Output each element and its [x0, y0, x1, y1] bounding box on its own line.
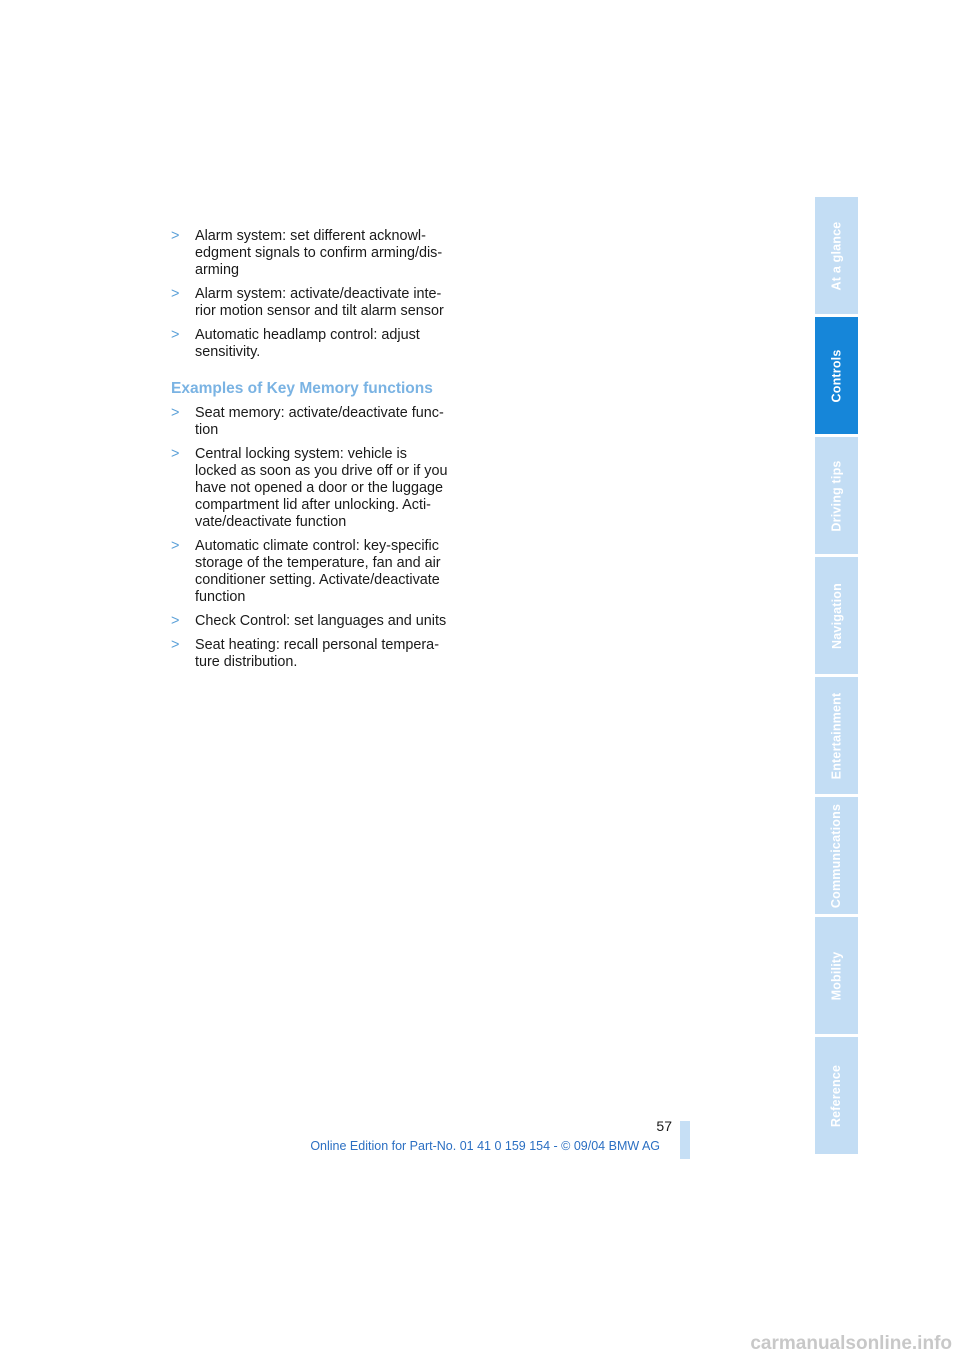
list-item: [171, 538, 471, 606]
list-item-text: Automatic climate control: key-specific storage of the temperature, fan and air conditioner setting. Activate/deactivate function: [195, 538, 441, 605]
list-item-text: Automatic headlamp control: adjust sensitivity.: [195, 327, 420, 360]
intro-list: [171, 228, 471, 361]
tab-mobility[interactable]: [815, 917, 858, 1034]
memory-list: [171, 405, 471, 671]
list-item: [171, 637, 471, 671]
tab-navigation[interactable]: [815, 557, 858, 674]
bullet-marker: >: [171, 446, 180, 462]
list-item-text: Seat heating: recall personal tempera- ture distribution.: [195, 637, 439, 670]
bullet-marker: >: [171, 538, 180, 554]
list-item: [171, 446, 471, 531]
tab-label: Communications: [829, 803, 844, 908]
watermark-text: carmanualsonline.info: [750, 1333, 952, 1354]
tab-label: Reference: [829, 1064, 844, 1127]
page-tick-marker: [680, 1121, 690, 1159]
page-number: 57: [656, 1118, 672, 1134]
list-item-text: Alarm system: set different acknowl- edgment signals to confirm arming/dis- arming: [195, 228, 443, 278]
bullet-marker: >: [171, 637, 180, 653]
bullet-marker: >: [171, 405, 180, 421]
list-item: [171, 228, 471, 279]
list-item: [171, 327, 471, 361]
list-item-text: Alarm system: activate/deactivate inte- rior motion sensor and tilt alarm sensor: [195, 286, 444, 319]
chapter-tabs: [815, 197, 858, 1157]
list-item-text: Seat memory: activate/deactivate func- tion: [195, 405, 444, 438]
tab-entertainment[interactable]: [815, 677, 858, 794]
list-item: [171, 405, 471, 439]
list-item-text: Check Control: set languages and units: [195, 613, 447, 629]
bullet-marker: >: [171, 327, 180, 343]
bullet-marker: >: [171, 613, 180, 629]
footer-edition-text: Online Edition for Part-No. 01 41 0 159 154 - © 09/04 BMW AG: [310, 1139, 660, 1153]
tab-label: Controls: [829, 349, 844, 402]
tab-label: At a glance: [829, 221, 844, 290]
list-item-text: Central locking system: vehicle is locked as soon as you drive off or if you have not opened a door or the luggage compartment lid after unlocking. Acti- vate/deactivate function: [195, 446, 448, 530]
bullet-marker: >: [171, 228, 180, 244]
tab-label: Entertainment: [829, 692, 844, 779]
tab-communications[interactable]: [815, 797, 858, 914]
tab-controls[interactable]: [815, 317, 858, 434]
tab-label: Driving tips: [829, 459, 844, 532]
page-content: [171, 228, 471, 678]
list-item: [171, 286, 471, 320]
bullet-marker: >: [171, 286, 180, 302]
tab-label: Navigation: [829, 582, 844, 649]
list-item: [171, 613, 471, 630]
tab-reference[interactable]: [815, 1037, 858, 1154]
section-heading: Examples of Key Memory functions: [171, 380, 433, 397]
tab-driving-tips[interactable]: [815, 437, 858, 554]
tab-at-a-glance[interactable]: [815, 197, 858, 314]
tab-label: Mobility: [829, 951, 844, 1000]
